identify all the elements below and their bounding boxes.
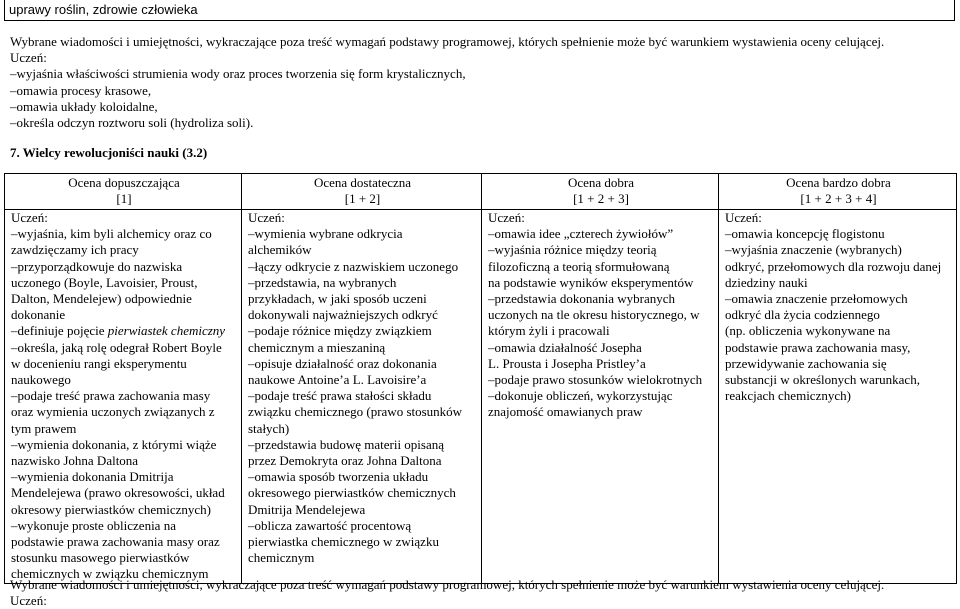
cell-line: –definiuje pojęcie pierwiastek chemiczny (11, 323, 226, 339)
cell-line: związku chemicznego (prawo stosunków (248, 404, 463, 420)
cell-line: tym prawem (11, 420, 77, 436)
celujaca-item: –omawia układy koloidalne, (10, 98, 158, 114)
cell-line: chemicznym (248, 550, 315, 566)
cell-bardzo-dobra (719, 210, 957, 584)
header-title: Ocena dostateczna (313, 175, 412, 190)
cell-line: –wyjaśnia znaczenie (wybranych) (725, 242, 902, 258)
header-bardzo-dobra (719, 174, 957, 210)
cell-line: w docenieniu rangi eksperymentu (11, 355, 187, 371)
cell-line: –wykonuje proste obliczenia na (11, 517, 176, 533)
celujaca-block (10, 34, 884, 131)
cell-line: –określa, jaką rolę odegrał Robert Boyle (11, 339, 222, 355)
cell-line: chemicznym a mieszaniną (248, 339, 386, 355)
celujaca-intro: Wybrane wiadomości i umiejętności, wykraczające poza treść wymagań podstawy programowej, których spełnienie może być warunkiem wystawienia oceny celującej. (10, 34, 885, 49)
header-dobra (482, 174, 719, 210)
cell-dopuszczajaca (5, 210, 242, 584)
cell-line: odkryć dla życia codziennego (725, 307, 880, 323)
section-title: 7. Wielcy rewolucjoniści nauki (3.2) (10, 145, 208, 160)
cell-line: zawdzięczamy ich pracy (11, 242, 139, 258)
cell-line: filozoficzną a teorią sformułowaną (488, 258, 670, 274)
table-body-row (5, 210, 957, 584)
celujaca-item: –wyjaśnia właściwości strumienia wody oraz proces tworzenia się form krystalicznych, (10, 66, 466, 82)
cell-line: przez Demokryta oraz Johna Daltona (248, 453, 442, 469)
cell-line: Uczeń: (488, 210, 525, 225)
cell-line: (np. obliczenia wykonywane na (725, 323, 891, 339)
cell-line: naukowe Antoine’a L. Lavoisire’a (248, 372, 427, 388)
cell-line: –wyjaśnia różnice między teorią (488, 242, 657, 258)
header-title: Ocena dopuszczająca (68, 175, 180, 190)
cell-line: okresowego pierwiastków chemicznych (248, 485, 456, 501)
cell-line: przewidywanie zachowania się (725, 355, 887, 371)
celujaca-item: –omawia procesy krasowe, (10, 82, 152, 98)
cell-line: uczonych na tle okresu historycznego, w (488, 307, 700, 323)
celujaca-uczen: Uczeń: (10, 50, 47, 66)
footer-uczen: Uczeń: (10, 593, 47, 609)
footer-block (10, 577, 884, 609)
cell-line: podstawie prawa zachowania masy oraz (11, 534, 220, 550)
cell-line: –podaje treść prawa zachowania masy (11, 388, 211, 404)
cell-line: znajomość omawianych praw (488, 404, 643, 420)
header-title: Ocena bardzo dobra (786, 175, 891, 190)
cell-line: podstawie prawa zachowania masy, (725, 339, 911, 355)
cell-line: –przyporządkowuje do nazwiska (11, 258, 183, 274)
cell-line: naukowego (11, 372, 71, 388)
cell-line: –oblicza zawartość procentową (248, 517, 412, 533)
cell-line: –omawia znaczenie przełomowych (725, 291, 908, 307)
cell-line: –podaje treść prawa stałości składu (248, 388, 432, 404)
cell-line: –wymienia wybrane odkrycia (248, 226, 403, 242)
cell-line: alchemików (248, 242, 312, 258)
cell-line: dokonanie (11, 307, 66, 323)
header-code: [1 + 2] (344, 191, 381, 207)
header-title: Ocena dobra (567, 175, 635, 190)
cell-line: L. Prousta i Josepha Pristley’a (488, 355, 646, 371)
cell-line: odkryć, przełomowych dla rozwoju danej (725, 258, 942, 274)
cell-dostateczna (242, 210, 482, 584)
cell-line: chemicznych w związku chemicznym (11, 566, 209, 582)
cell-line: Dmitrija Mendelejewa (248, 501, 366, 517)
header-code: [1] (116, 191, 132, 207)
cell-line: stałych) (248, 420, 290, 436)
cell-line: pierwiastka chemicznego w związku (248, 534, 439, 550)
cell-line: dokonywali najważniejszych odkryć (248, 307, 438, 323)
cell-line: –przedstawia, na wybranych (248, 274, 397, 290)
header-code: [1 + 2 + 3] (573, 191, 629, 207)
cell-line: –wymienia dokonania, z którymi wiąże (11, 436, 217, 452)
cell-line: na podstawie wyników eksperymentów (488, 274, 694, 290)
cell-line: którym żyli i pracowali (488, 323, 610, 339)
cell-dobra (482, 210, 719, 584)
celujaca-item: –określa odczyn roztworu soli (hydroliza soli). (10, 115, 254, 131)
cell-line: Uczeń: (11, 210, 48, 225)
cell-line: –wyjaśnia, kim byli alchemicy oraz co (11, 226, 212, 242)
cell-line: Mendelejewa (prawo okresowości, układ (11, 485, 225, 501)
cell-line: Dalton, Mendelejew) odpowiednie (11, 291, 192, 307)
cell-line: –omawia idee „czterech żywiołów” (488, 226, 674, 242)
cell-line: nazwisko Johna Daltona (11, 453, 139, 469)
cell-line: –podaje różnice między związkiem (248, 323, 432, 339)
cell-line: –dokonuje obliczeń, wykorzystując (488, 388, 673, 404)
cell-line: przykładach, w jaki sposób uczeni (248, 291, 427, 307)
cell-line: –omawia sposób tworzenia układu (248, 469, 429, 485)
cell-line: –wymienia dokonania Dmitrija (11, 469, 174, 485)
header-dopuszczajaca (5, 174, 242, 210)
cell-line: okresowy pierwiastków chemicznych) (11, 501, 211, 517)
table-header-row (5, 174, 957, 210)
cell-line: stosunku masowego pierwiastków (11, 550, 190, 566)
cell-line: –podaje prawo stosunków wielokrotnych (488, 372, 703, 388)
cell-line: –przedstawia dokonania wybranych (488, 291, 675, 307)
header-dostateczna (242, 174, 482, 210)
cell-line: –omawia koncepcję flogistonu (725, 226, 885, 242)
cell-line: –przedstawia budowę materii opisaną (248, 436, 445, 452)
cell-line: –łączy odkrycie z nazwiskiem uczonego (248, 258, 459, 274)
header-code: [1 + 2 + 3 + 4] (800, 191, 877, 207)
cell-line: reakcjach chemicznych) (725, 388, 851, 404)
cell-line: Uczeń: (725, 210, 762, 225)
cell-line: uczonego (Boyle, Lavoisier, Proust, (11, 274, 198, 290)
cell-line: oraz wymienia uczonych związanych z (11, 404, 215, 420)
cell-line: dziedziny nauki (725, 274, 808, 290)
grades-table (4, 173, 957, 584)
cell-line: –opisuje działalność oraz dokonania (248, 355, 437, 371)
cell-line: substancji w określonych warunkach, (725, 372, 920, 388)
top-cell-text: uprawy roślin, zdrowie człowieka (4, 0, 955, 21)
footer-intro: Wybrane wiadomości i umiejętności, wykraczające poza treść wymagań podstawy programowej, których spełnienie może być warunkiem wystawienia oceny celującej. (10, 577, 885, 592)
cell-line: Uczeń: (248, 210, 285, 225)
cell-line: –omawia działalność Josepha (488, 339, 642, 355)
